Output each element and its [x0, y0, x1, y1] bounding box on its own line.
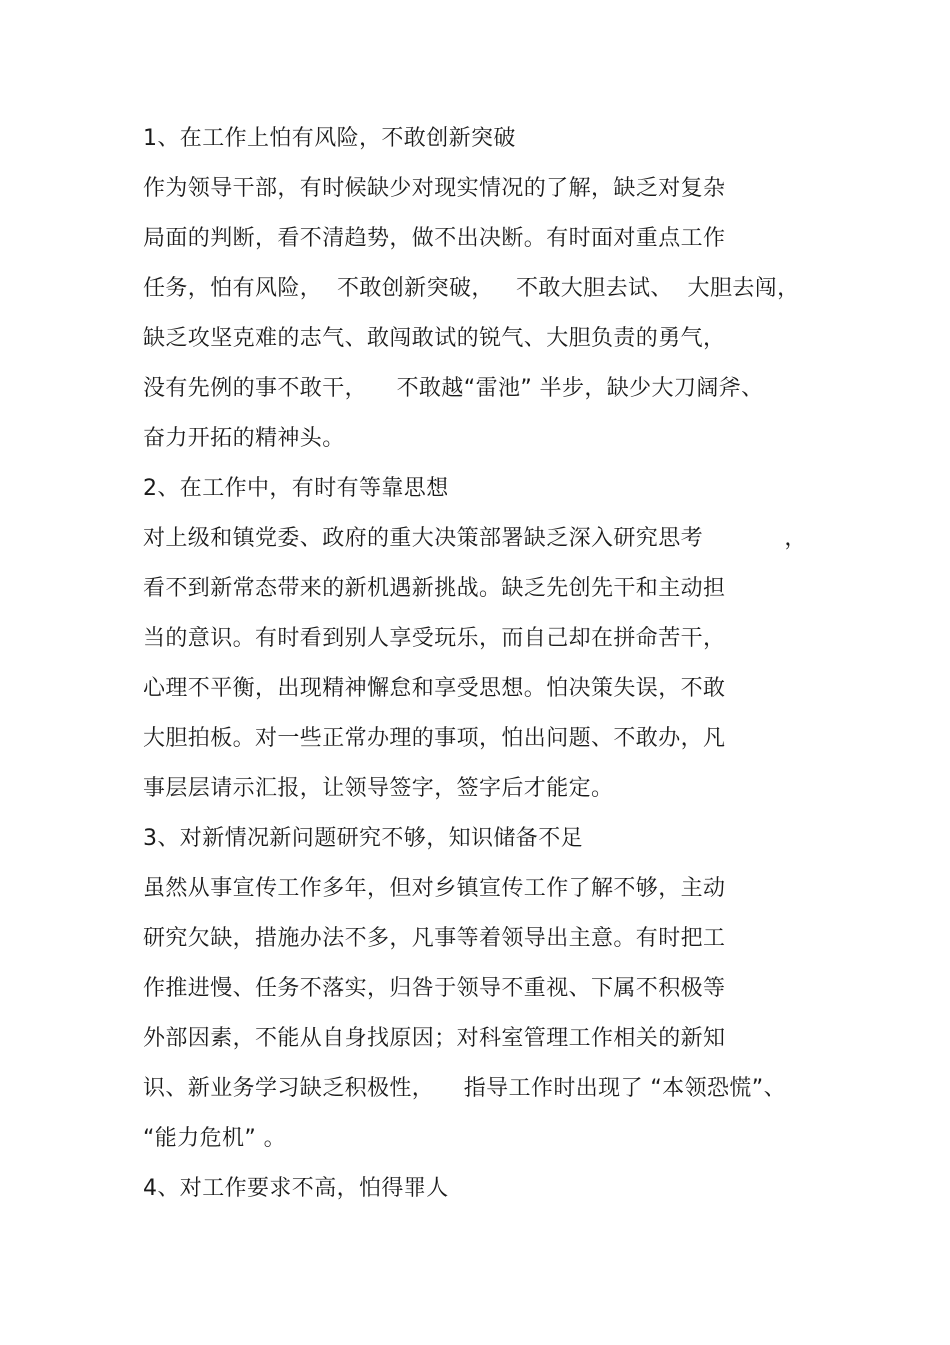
paragraph-line: 当的意识。有时看到别人享受玩乐，而自己却在拼命苦干，	[143, 626, 726, 651]
paragraph-line: 外部因素，不能从自身找原因；对科室管理工作相关的新知	[143, 1026, 726, 1051]
paragraph-line: 事层层请示汇报，让领导签字，签字后才能定。	[143, 776, 614, 801]
paragraph-line: 奋力开拓的精神头。	[143, 426, 345, 451]
paragraph-line: 没有先例的事不敢干， 不敢越“雷池” 半步，缺少大刀阔斧、	[143, 376, 764, 401]
paragraph-line: 缺乏攻坚克难的志气、敢闯敢试的锐气、大胆负责的勇气，	[143, 326, 726, 351]
paragraph-line: 作为领导干部，有时候缺少对现实情况的了解，缺乏对复杂	[143, 176, 726, 201]
paragraph-line: 识、新业务学习缺乏积极性， 指导工作时出现了 “本领恐慌”、	[143, 1076, 786, 1101]
paragraph-line: 研究欠缺，措施办法不多，凡事等着领导出主意。有时把工	[143, 926, 726, 951]
paragraph-line: 对上级和镇党委、政府的重大决策部署缺乏深入研究思考 ，	[143, 526, 807, 551]
heading-1: 1、在工作上怕有风险，不敢创新突破	[143, 126, 516, 151]
paragraph-line: “能力危机” 。	[143, 1126, 286, 1151]
paragraph-line: 作推进慢、任务不落实，归咎于领导不重视、下属不积极等	[143, 976, 726, 1001]
paragraph-line: 虽然从事宣传工作多年，但对乡镇宣传工作了解不够，主动	[143, 876, 726, 901]
heading-4: 4、对工作要求不高，怕得罪人	[143, 1176, 449, 1201]
paragraph-line: 大胆拍板。对一些正常办理的事项，怕出问题、不敢办，凡	[143, 726, 726, 751]
heading-2: 2、在工作中，有时有等靠思想	[143, 476, 449, 501]
paragraph-line: 心理不平衡，出现精神懈怠和享受思想。怕决策失误，不敢	[143, 676, 726, 701]
heading-3: 3、对新情况新问题研究不够，知识储备不足	[143, 826, 583, 851]
paragraph-line: 局面的判断，看不清趋势，做不出决断。有时面对重点工作	[143, 226, 726, 251]
paragraph-line: 任务，怕有风险， 不敢创新突破， 不敢大胆去试、 大胆去闯，	[143, 276, 800, 301]
paragraph-line: 看不到新常态带来的新机遇新挑战。缺乏先创先干和主动担	[143, 576, 726, 601]
